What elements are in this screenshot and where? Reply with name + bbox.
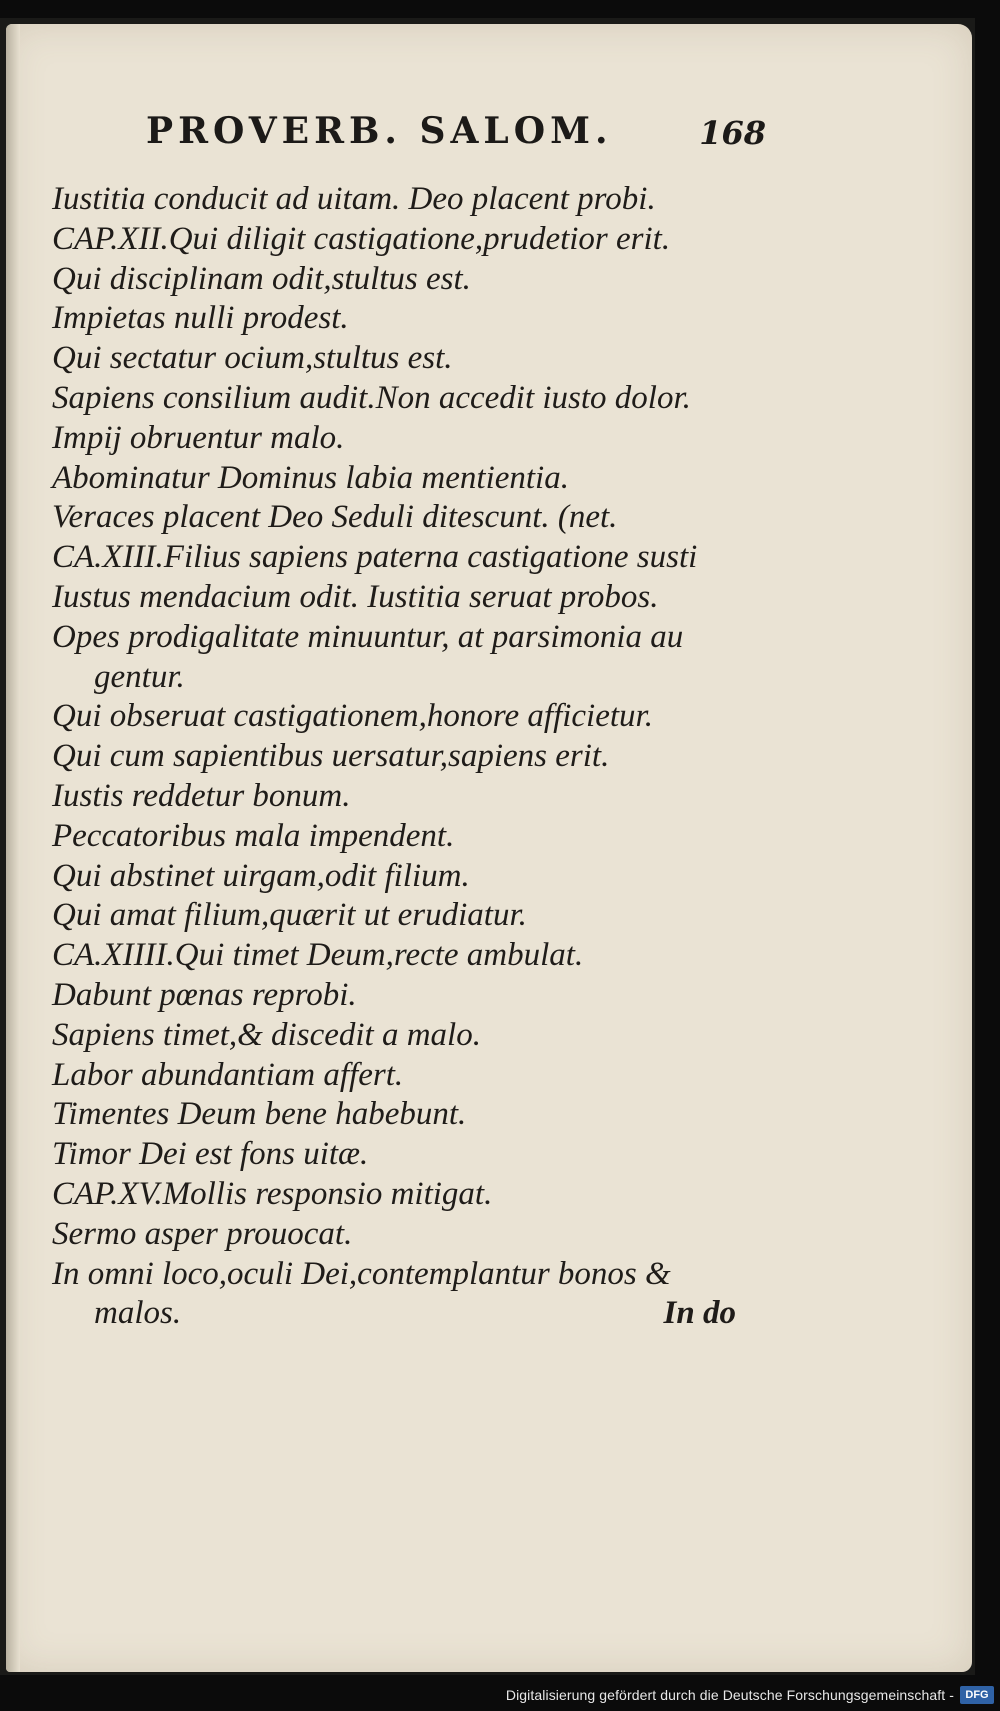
text-line: Dabunt pœnas reprobi. [52, 976, 357, 1013]
funding-credit: Digitalisierung gefördert durch die Deutsche Forschungsgemeinschaft - [505, 1687, 954, 1703]
folio-number: 168 [699, 114, 766, 152]
catchword: In do [663, 1295, 736, 1332]
text-line: CAP.XII.Qui diligit castigatione,prudetior erit. [52, 220, 671, 257]
text-line: Veraces placent Deo Seduli ditescunt. (net. [52, 499, 618, 536]
text-line: Sapiens consilium audit.Non accedit iusto dolor. [52, 379, 691, 416]
text-line: Sermo asper prouocat. [52, 1215, 353, 1252]
text-line: Qui obseruat castigationem,honore afficietur. [52, 698, 653, 735]
dfg-logo-icon: DFG [960, 1686, 994, 1704]
text-line: Impietas nulli prodest. [52, 300, 349, 337]
text-block [52, 180, 752, 1334]
text-line: Timor Dei est fons uitæ. [52, 1136, 369, 1173]
text-line: Qui cum sapientibus uersatur,sapiens erit. [52, 738, 610, 775]
book-page [6, 24, 972, 1672]
text-line: Qui amat filium,quærit ut erudiatur. [52, 897, 527, 934]
text-line: Opes prodigalitate minuuntur, at parsimonia au [52, 618, 684, 655]
running-title: PROVERB. SALOM. [146, 110, 613, 152]
text-line: In omni loco,oculi Dei,contemplantur bonos & [52, 1255, 671, 1292]
text-line: malos. [94, 1295, 182, 1332]
text-line: CA.XIII.Filius sapiens paterna castigatione susti [52, 539, 698, 576]
text-line: Iustus mendacium odit. Iustitia seruat probos. [52, 578, 659, 615]
text-line: gentur. [94, 658, 185, 695]
footer-bar [0, 1675, 1000, 1711]
text-line: CAP.XV.Mollis responsio mitigat. [52, 1175, 493, 1212]
text-line: Qui abstinet uirgam,odit filium. [52, 857, 470, 894]
text-line: Iustis reddetur bonum. [52, 777, 351, 814]
text-line: Abominatur Dominus labia mentientia. [52, 459, 569, 496]
text-line: Peccatoribus mala impendent. [52, 817, 455, 854]
text-line: Iustitia conducit ad uitam. Deo placent probi. [52, 181, 656, 217]
running-head [136, 104, 766, 164]
text-line: Impij obruentur malo. [52, 419, 345, 456]
text-line: Sapiens timet,& discedit a malo. [52, 1016, 481, 1053]
text-line: Qui sectatur ocium,stultus est. [52, 340, 453, 377]
text-line: Timentes Deum bene habebunt. [52, 1096, 467, 1133]
page-gutter [6, 24, 20, 1672]
text-line-with-catchword [52, 1294, 752, 1334]
text-line: Labor abundantiam affert. [52, 1056, 404, 1093]
text-line: CA.XIIII.Qui timet Deum,recte ambulat. [52, 937, 584, 974]
text-line: Qui disciplinam odit,stultus est. [52, 260, 471, 297]
